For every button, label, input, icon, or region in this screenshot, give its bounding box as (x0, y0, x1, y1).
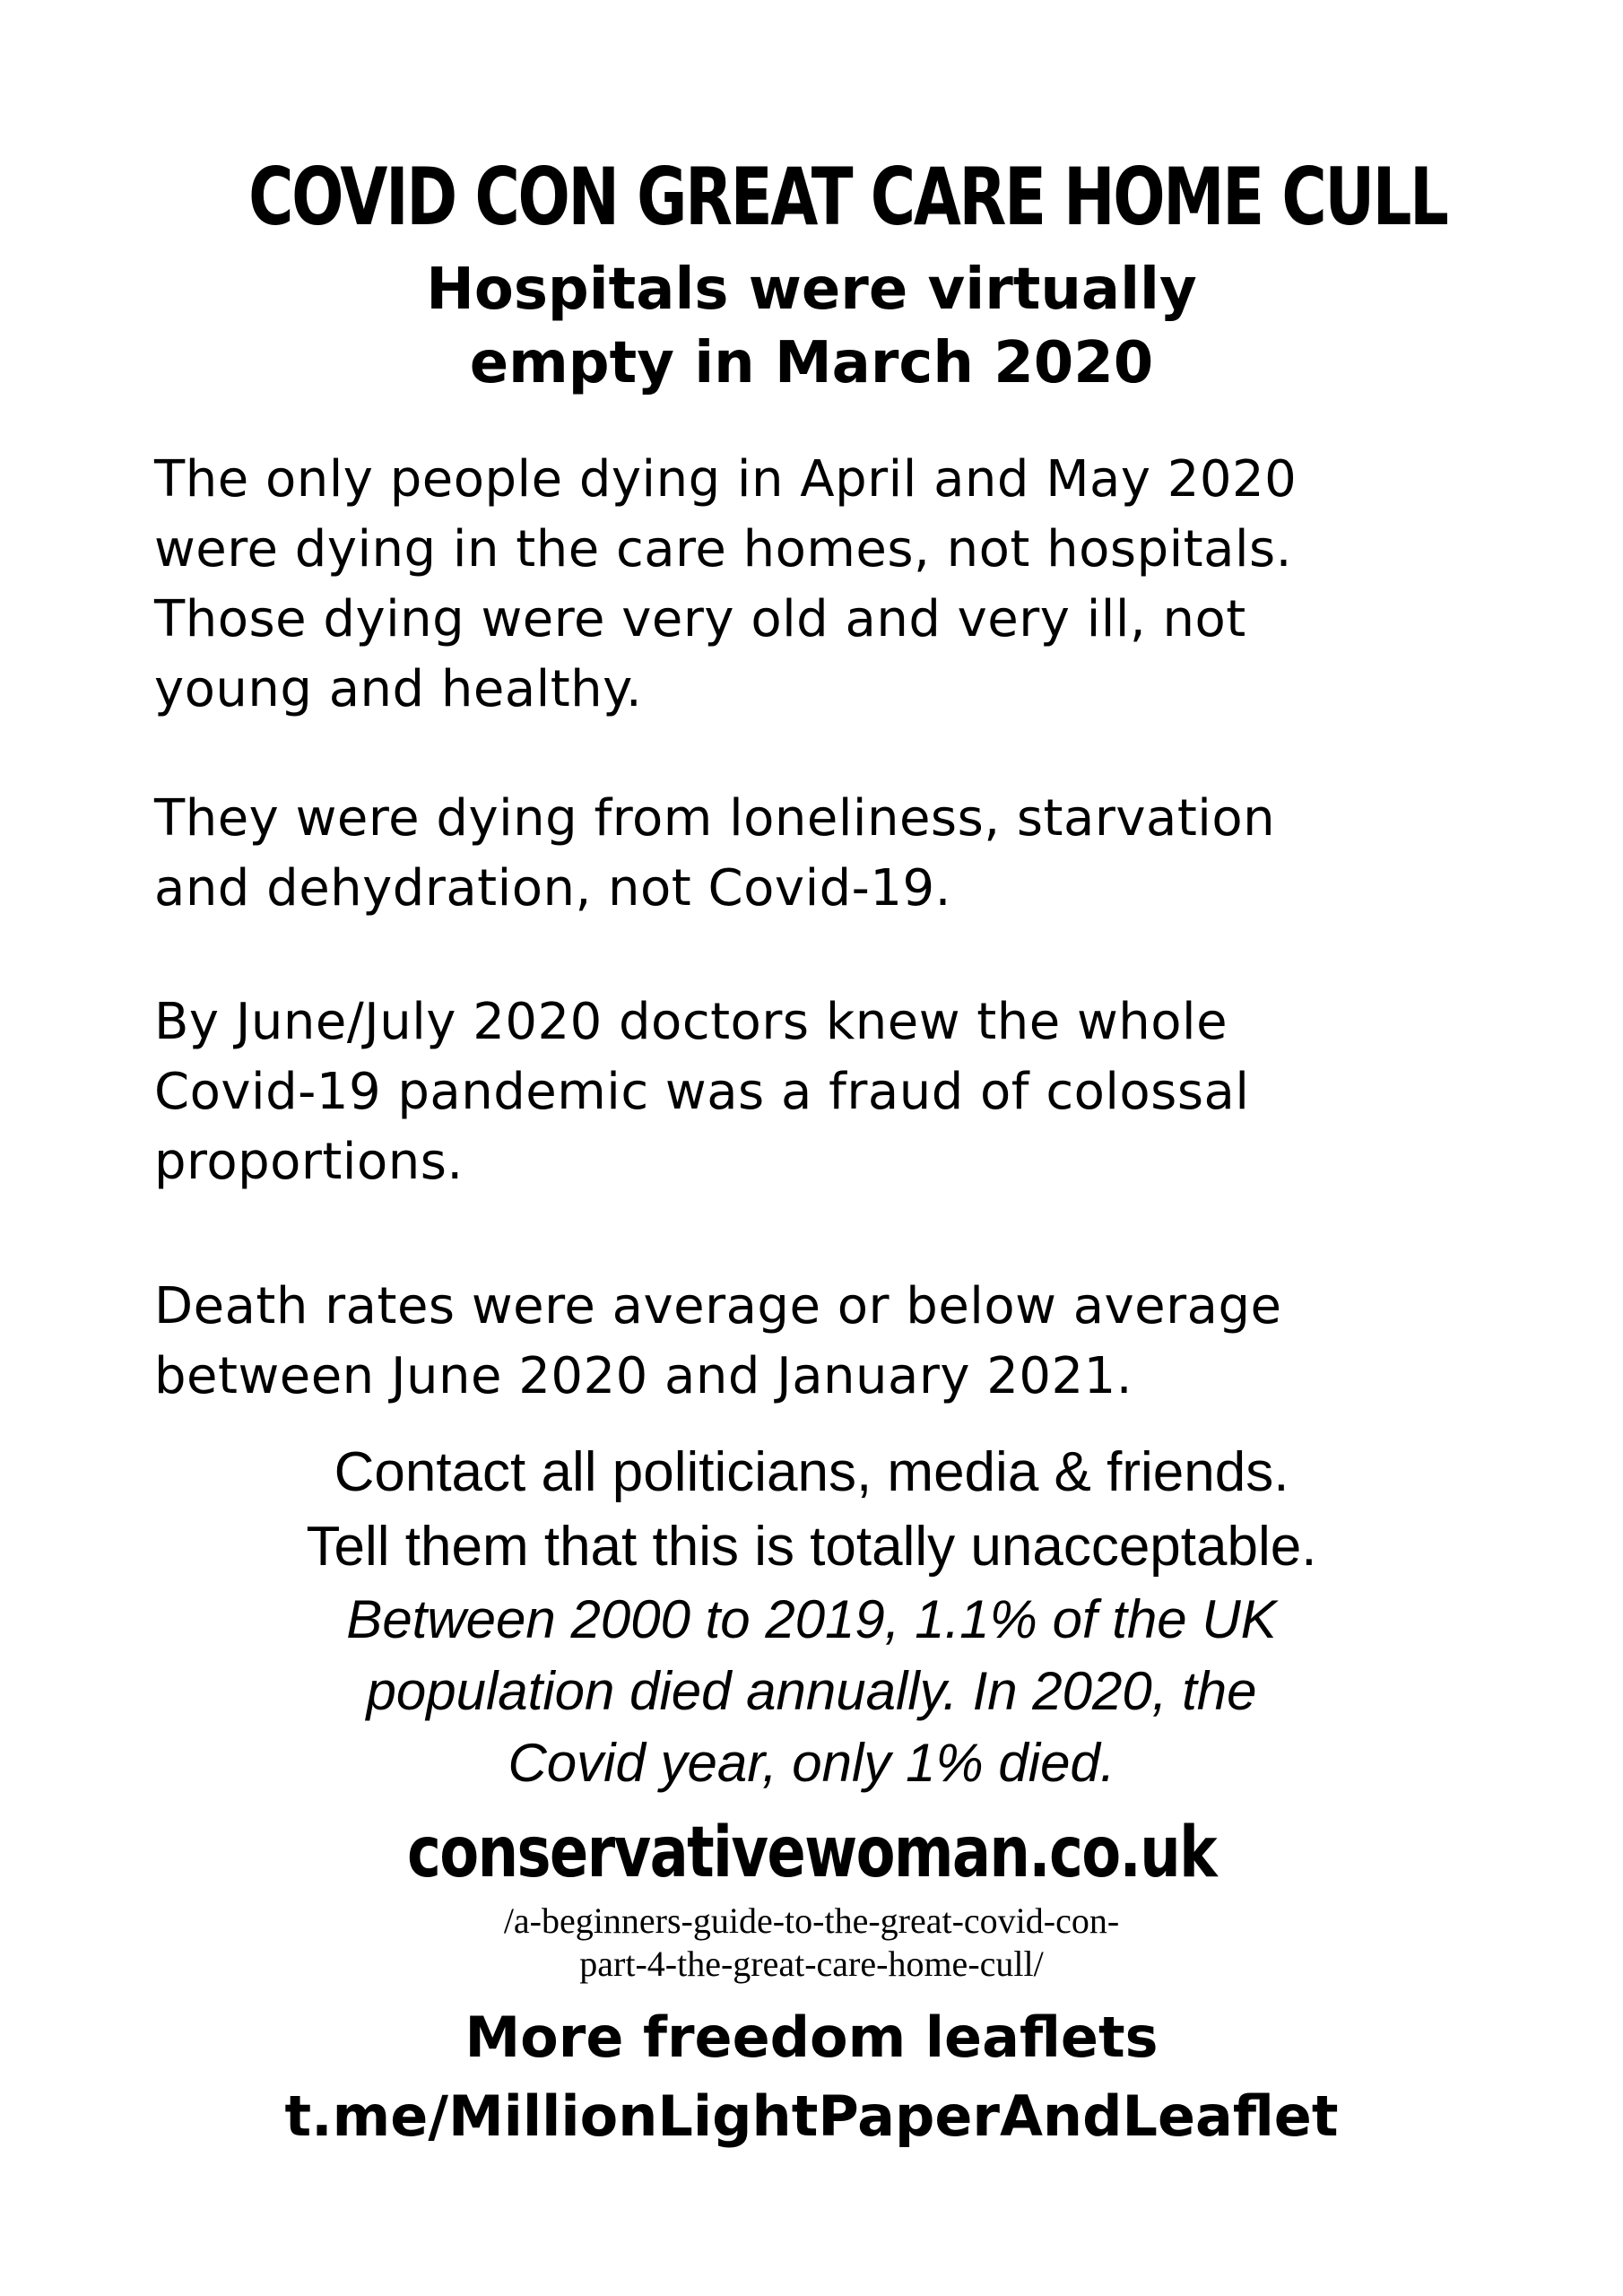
website-domain: conservativewoman.co.uk (407, 1813, 1216, 1893)
paragraph-line: By June/July 2020 doctors knew the whole (154, 993, 1228, 1051)
paragraph-causes (154, 784, 1481, 924)
paragraph-line: Death rates were average or below average (154, 1277, 1282, 1335)
stats-line: population died annually. In 2020, the (366, 1661, 1257, 1721)
paragraph-line: Covid-19 pandemic was a fraud of colossal (154, 1063, 1250, 1121)
subheadline (179, 253, 1444, 400)
paragraph-line: They were dying from loneliness, starvation (154, 789, 1276, 848)
more-leaflets-label: More freedom leaflets (464, 2005, 1159, 2070)
stats-line: Covid year, only 1% died. (508, 1733, 1115, 1793)
paragraph-line: were dying in the care homes, not hospitals. (154, 520, 1292, 578)
paragraph-line: proportions. (154, 1133, 464, 1191)
headline: COVID CON GREAT CARE HOME CULL (248, 151, 1447, 243)
paragraph-line: between June 2020 and January 2021. (154, 1347, 1133, 1405)
paragraph-doctors (154, 987, 1481, 1197)
telegram-link: t.me/MillionLightPaperAndLeaflet (284, 2083, 1339, 2149)
paragraph-line: and dehydration, not Covid-19. (154, 859, 951, 918)
paragraph-line: The only people dying in April and May 2020 (154, 450, 1298, 509)
stats-line: Between 2000 to 2019, 1.1% of the UK (346, 1589, 1277, 1649)
call-to-action (108, 1435, 1515, 1584)
cta-line: Tell them that this is totally unacceptable. (306, 1516, 1317, 1578)
website-path (269, 1900, 1354, 1986)
paragraph-line: young and healthy. (154, 660, 643, 718)
paragraph-line: Those dying were very old and very ill, not (154, 590, 1246, 648)
mortality-statistics (108, 1584, 1515, 1799)
paragraph-death-rates (154, 1272, 1481, 1412)
more-leaflets (179, 1998, 1444, 2156)
cta-line: Contact all politicians, media & friends. (334, 1441, 1289, 1503)
paragraph-care-homes (154, 445, 1481, 725)
subheadline-line: empty in March 2020 (469, 330, 1154, 396)
website-path-line: part-4-the-great-care-home-cull/ (579, 1944, 1044, 1984)
subheadline-line: Hospitals were virtually (426, 257, 1197, 323)
website-path-line: /a-beginners-guide-to-the-great-covid-con- (503, 1900, 1120, 1941)
